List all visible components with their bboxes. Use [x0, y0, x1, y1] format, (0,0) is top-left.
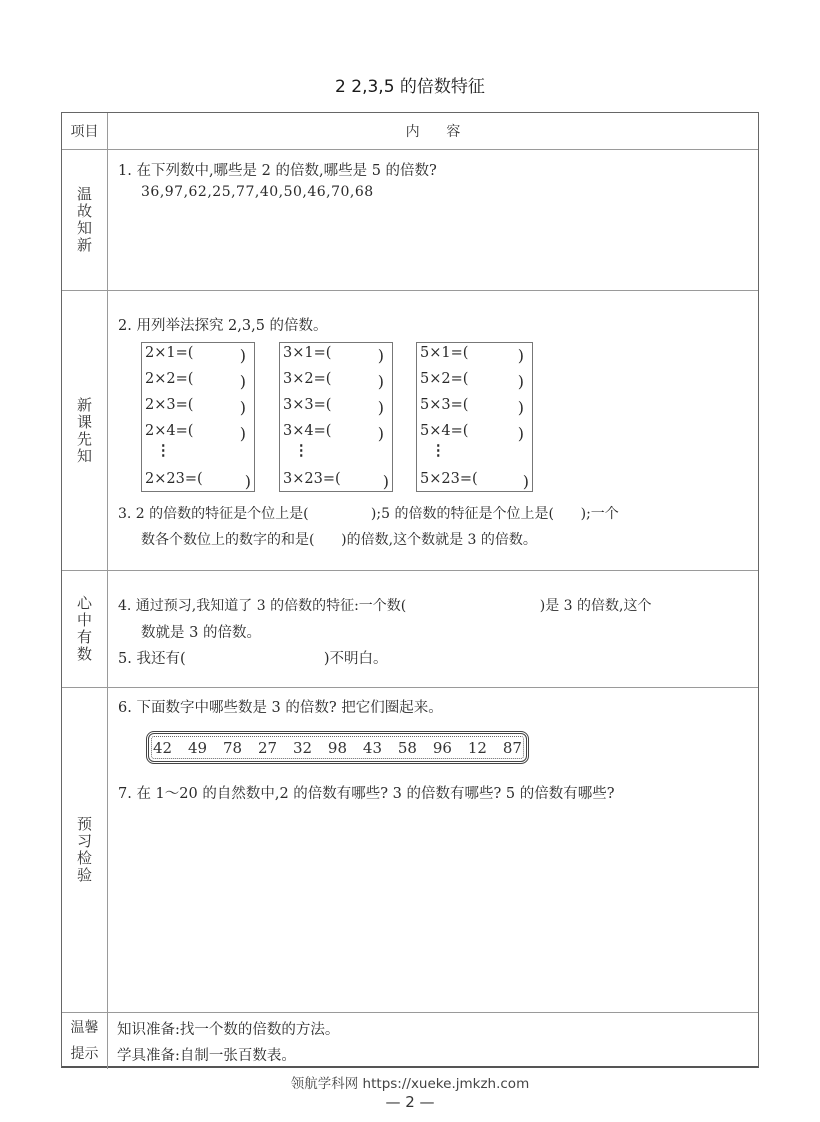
number-item[interactable]: 12 [467, 738, 487, 757]
mult-row: 2×23=( [145, 471, 203, 487]
section-label: 心 中 有 数 [76, 594, 92, 663]
question-6: 6. 下面数字中哪些数是 3 的倍数? 把它们圈起来。 [118, 700, 443, 716]
worksheet-table [61, 112, 759, 1068]
section-self-check [62, 571, 758, 688]
tip-knowledge: 知识准备:找一个数的倍数的方法。 [117, 1022, 340, 1038]
section-tips [62, 1013, 758, 1069]
multiples-box-3: 3×1=( ) 3×2=( ) 3×3=( ) 3×4=( ) ⋮ 3×23=( ) [279, 342, 393, 492]
vertical-ellipsis: ⋮ [431, 442, 446, 459]
number-item[interactable]: 49 [187, 738, 208, 757]
number-item[interactable]: 96 [432, 738, 452, 757]
number-item[interactable]: 78 [222, 738, 243, 757]
question-5: 5. 我还有( )不明白。 [118, 651, 388, 667]
number-item[interactable]: 58 [397, 738, 417, 757]
section-review [62, 150, 758, 291]
ornamental-number-box [146, 731, 529, 764]
mult-row: 2×1=( [145, 345, 194, 361]
number-item[interactable]: 32 [292, 738, 313, 757]
header-content: 内 容 [405, 124, 461, 140]
question-1: 1. 在下列数中,哪些是 2 的倍数,哪些是 5 的倍数? [118, 163, 437, 179]
section-label: 新 课 先 知 [76, 395, 92, 465]
question-4-line2: 数就是 3 的倍数。 [141, 625, 261, 641]
question-3-line1: 3. 2 的倍数的特征是个位上是( );5 的倍数的特征是个位上是( );一个 [118, 506, 619, 522]
mult-row: 2×2=( [145, 371, 194, 387]
multiples-box-2: 2×1=( ) 2×2=( ) 2×3=( ) 2×4=( ) ⋮ 2×23=( ) [141, 342, 255, 492]
vertical-ellipsis: ⋮ [156, 442, 171, 459]
source-footer: 领航学科网 https://xueke.jmkzh.com [290, 1076, 530, 1092]
question-4-line1: 4. 通过预习,我知道了 3 的倍数的特征:一个数( )是 3 的倍数,这个 [118, 598, 652, 614]
vertical-ellipsis: ⋮ [294, 442, 309, 459]
header-item: 项目 [70, 124, 99, 140]
question-7: 7. 在 1～20 的自然数中,2 的倍数有哪些? 3 的倍数有哪些? 5 的倍数有哪些? [118, 786, 615, 802]
tips-label-line1: 温馨 [70, 1020, 99, 1036]
section-label: 预 习 检 验 [76, 815, 92, 884]
tips-label-line2: 提示 [70, 1046, 99, 1062]
number-item[interactable]: 43 [362, 738, 382, 757]
mult-row: 2×3=( [145, 397, 194, 413]
section-label: 温 故 知 新 [76, 185, 92, 254]
question-1-numbers: 36,97,62,25,77,40,50,46,70,68 [141, 184, 374, 200]
page-number: — 2 — [385, 1093, 435, 1111]
page-title: 2 2,3,5 的倍数特征 [335, 77, 485, 97]
section-new-lesson [62, 291, 758, 571]
mult-row: 2×4=( [145, 423, 194, 439]
question-2: 2. 用列举法探究 2,3,5 的倍数。 [118, 318, 328, 334]
number-item[interactable]: 27 [257, 738, 278, 757]
number-item[interactable]: 98 [327, 738, 348, 757]
number-item[interactable]: 42 [153, 738, 173, 757]
header-row [62, 113, 758, 150]
multiples-box-5: 5×1=( ) 5×2=( ) 5×3=( ) 5×4=( ) ⋮ 5×23=( ) [416, 342, 533, 492]
tip-tools: 学具准备:自制一张百数表。 [117, 1048, 296, 1064]
question-3-line2: 数各个数位上的数字的和是( )的倍数,这个数就是 3 的倍数。 [141, 532, 537, 548]
number-item[interactable]: 87 [502, 738, 522, 757]
